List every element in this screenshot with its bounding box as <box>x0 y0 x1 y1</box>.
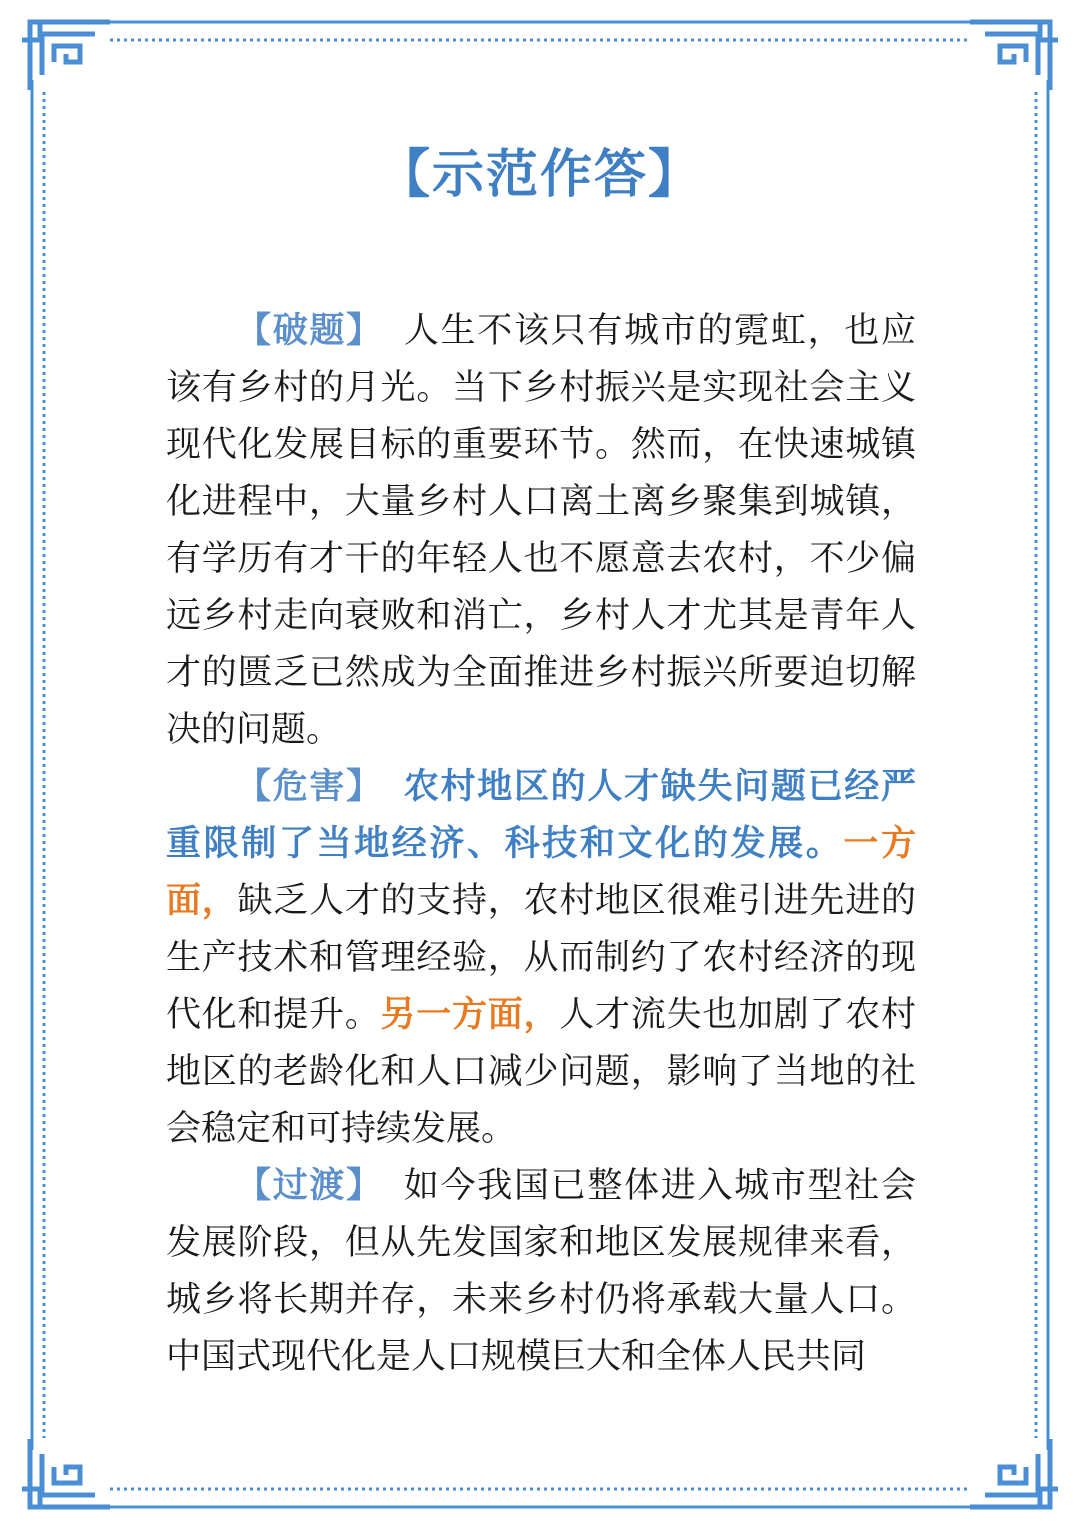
paragraph-harm <box>166 759 916 1158</box>
paragraph-text: 如今我国已整体进入城市型社会发展阶段，但从先发国家和地区发展规律来看，城乡将长期并存，未来乡村仍将承载大量人口。中国式现代化是人口规模巨大和全体人民共同 <box>166 1166 916 1377</box>
paragraph-text: 人才流失也加剧了农村地区的老龄化和人口减少问题，影响了当地的社会稳定和可持续发展。 <box>166 995 916 1149</box>
paragraph-transition <box>166 1158 916 1386</box>
page-title: 【示范作答】 <box>377 145 702 205</box>
highlight-marker: 一方面， <box>166 824 916 921</box>
answer-body <box>166 303 916 1386</box>
section-tag: 【破题】 <box>236 311 383 351</box>
corner-ornament-bottom-left <box>22 1439 110 1507</box>
corner-ornament-bottom-right <box>970 1439 1058 1507</box>
highlight-marker: 另一方面， <box>380 995 560 1035</box>
corner-ornament-top-left <box>22 22 110 90</box>
section-tag: 【过渡】 <box>236 1166 383 1206</box>
paragraph-text: 缺乏人才的支持，农村地区很难引进先进的生产技术和管理经验，从而制约了农村经济的现代化和提升。 <box>166 881 916 1035</box>
paragraph-text: 人生不该只有城市的霓虹，也应该有乡村的月光。当下乡村振兴是实现社会主义现代化发展目标的重要环节。然而，在快速城镇化进程中，大量乡村人口离土离乡聚集到城镇，有学历有才干的年轻人也不愿意去农村，不少偏远乡村走向衰败和消亡，乡村人才尤其是青年人才的匮乏已然成为全面推进乡村振兴所要迫切解决的问题。 <box>166 311 916 750</box>
paragraph-breaking-topic <box>166 303 916 759</box>
corner-ornament-top-right <box>970 22 1058 90</box>
section-tag: 【危害】 <box>236 767 383 807</box>
highlight-lead: 农村地区的人才缺失问题已经严重限制了当地经济、科技和文化的发展。 <box>166 767 916 864</box>
